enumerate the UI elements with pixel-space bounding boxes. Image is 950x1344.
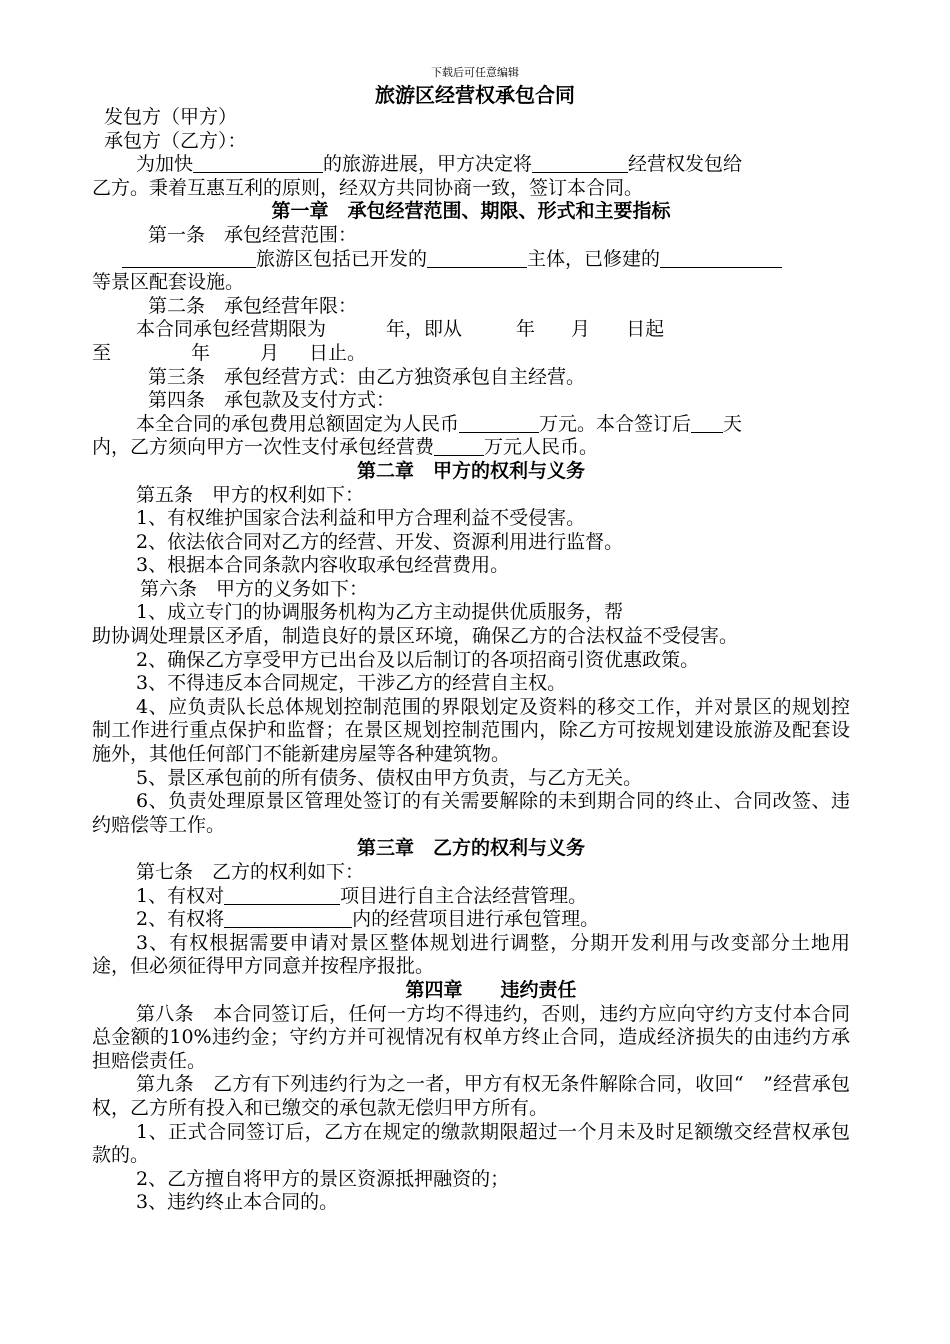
list-item: 3、有权根据需要申请对景区整体规划进行调整，分期开发利用与改变部分土地用途，但必须征得甲方同意并按程序报批。 bbox=[92, 931, 850, 978]
contract-body bbox=[92, 106, 850, 1215]
list-item: 3、违约终止本合同的。 bbox=[136, 1191, 339, 1214]
article-text: 日起 bbox=[626, 318, 665, 341]
article-text: 项目进行自主合法经营管理。 bbox=[340, 884, 588, 907]
contract-title: 旅游区经营权承包合同 bbox=[375, 83, 575, 107]
article-text: 万元。本合签订后 bbox=[539, 412, 692, 435]
blank-field bbox=[434, 437, 484, 456]
article-text: 年 bbox=[191, 341, 211, 364]
article-text: 年，即从 bbox=[386, 318, 463, 341]
article-text: 主体，已修建的 bbox=[527, 247, 661, 270]
list-item: 6、负责处理原景区管理处签订的有关需要解除的未到期合同的终止、合同改签、违约赔偿等工作。 bbox=[92, 790, 850, 836]
article-text: 天 bbox=[723, 412, 743, 435]
article-text: 年 bbox=[516, 318, 536, 341]
list-item: 2、确保乙方享受甲方已出台及以后制订的各项招商引资优惠政策。 bbox=[136, 648, 700, 671]
list-item: 3、不得违反本合同规定，干涉乙方的经营自主权。 bbox=[136, 672, 567, 695]
party-a-line: 发包方（甲方） bbox=[104, 106, 238, 128]
list-item bbox=[92, 885, 850, 909]
intro-text: 为加快 bbox=[136, 153, 194, 176]
article-text: 内的经营项目进行承包管理。 bbox=[352, 908, 600, 931]
list-item bbox=[92, 908, 850, 932]
article-9: 第九条 乙方有下列违约行为之一者，甲方有权无条件解除合同，收回“ ”经营承包权，乙方所有投入和已缴交的承包款无偿归甲方所有。 bbox=[92, 1073, 850, 1119]
article-text: 万元人民币。 bbox=[484, 436, 599, 459]
article-4-line-1 bbox=[92, 413, 850, 437]
chapter-3-title: 第三章 乙方的权利与义务 bbox=[356, 837, 585, 860]
article-1-title: 第一条 承包经营范围： bbox=[148, 223, 358, 246]
article-5-title: 第五条 甲方的权利如下： bbox=[136, 483, 365, 506]
article-text: 旅游区包括已开发的 bbox=[256, 247, 428, 270]
blank-field bbox=[660, 249, 782, 268]
intro-line-2: 乙方。秉着互惠互利的原则，经双方共同协商一致，签订本合同。 bbox=[92, 176, 644, 199]
list-item: 4、应负责队长总体规划控制范围的界限划定及资料的移交工作，并对景区的规划控制工作进行重点保护和监督；在景区规划控制范围内，除乙方可按规划建设旅游及配套设施外，其他任何部门不能新建房屋等各种建筑物。 bbox=[92, 695, 850, 766]
blank-field bbox=[122, 249, 256, 268]
article-text: 日止。 bbox=[309, 341, 367, 364]
article-text: 月 bbox=[571, 318, 591, 341]
article-8: 第八条 本合同签订后，任何一方均不得违约，否则，违约方应向守约方支付本合同总金额的10%违约金；守约方并可视情况有权单方终止合同，造成经济损失的由违约方承担赔偿责任。 bbox=[92, 1002, 850, 1072]
blank-field bbox=[193, 154, 323, 173]
article-1-line-2: 等景区配套设施。 bbox=[92, 271, 245, 294]
list-item: 1、成立专门的协调服务机构为乙方主动提供优质服务，帮 bbox=[136, 601, 624, 624]
blank-field bbox=[532, 154, 628, 173]
article-2-line-1 bbox=[92, 318, 850, 342]
article-text: 月 bbox=[260, 341, 280, 364]
blank-field bbox=[224, 909, 352, 928]
list-item: 3、根据本合同条款内容收取承包经营费用。 bbox=[136, 554, 510, 577]
article-text: 1、有权对 bbox=[136, 884, 225, 907]
chapter-1-title: 第一章 承包经营范围、期限、形式和主要指标 bbox=[271, 200, 671, 223]
chapter-2-title: 第二章 甲方的权利与义务 bbox=[356, 459, 585, 482]
article-1-line bbox=[92, 248, 850, 272]
article-4-line-2 bbox=[92, 436, 850, 460]
intro-text: 经营权发包给 bbox=[628, 153, 743, 176]
party-b-line: 承包方（乙方）： bbox=[104, 129, 247, 152]
article-6-title: 第六条 甲方的义务如下： bbox=[140, 577, 369, 600]
blank-field bbox=[224, 886, 340, 905]
article-7-title: 第七条 乙方的权利如下： bbox=[136, 861, 365, 883]
list-item-cont: 助协调处理景区矛盾，制造良好的景区环境，确保乙方的合法权益不受侵害。 bbox=[92, 625, 739, 648]
article-4-title: 第四条 承包款及支付方式： bbox=[148, 389, 396, 412]
article-2-line-2 bbox=[92, 342, 850, 366]
chapter-4-title: 第四章 违约责任 bbox=[405, 978, 577, 1001]
article-3: 第三条 承包经营方式：由乙方独资承包自主经营。 bbox=[148, 365, 586, 388]
article-text: 2、有权将 bbox=[136, 908, 225, 931]
page-header: 下载后可任意编辑 bbox=[431, 66, 519, 79]
list-item: 2、依法依合同对乙方的经营、开发、资源利用进行监督。 bbox=[136, 530, 624, 553]
article-2-title: 第二条 承包经营年限： bbox=[148, 294, 358, 317]
intro-line-1 bbox=[92, 153, 850, 177]
blank-field bbox=[427, 249, 527, 268]
list-item: 1、有权维护国家合法利益和甲方合理利益不受侵害。 bbox=[136, 507, 586, 530]
intro-text: 的旅游进展，甲方决定将 bbox=[323, 153, 533, 176]
article-text: 至 bbox=[92, 341, 112, 364]
article-text: 内，乙方须向甲方一次性支付承包经营费 bbox=[92, 436, 435, 459]
list-item: 5、景区承包前的所有债务、债权由甲方负责，与乙方无关。 bbox=[136, 766, 643, 789]
list-item: 1、正式合同签订后，乙方在规定的缴款期限超过一个月未及时足额缴交经营权承包款的。 bbox=[92, 1120, 850, 1167]
article-text: 本合同承包经营期限为 bbox=[136, 318, 327, 341]
article-text: 本全合同的承包费用总额固定为人民币 bbox=[136, 412, 460, 435]
list-item: 2、乙方擅自将甲方的景区资源抵押融资的； bbox=[136, 1167, 510, 1190]
blank-field bbox=[691, 414, 723, 433]
blank-field bbox=[459, 414, 539, 433]
